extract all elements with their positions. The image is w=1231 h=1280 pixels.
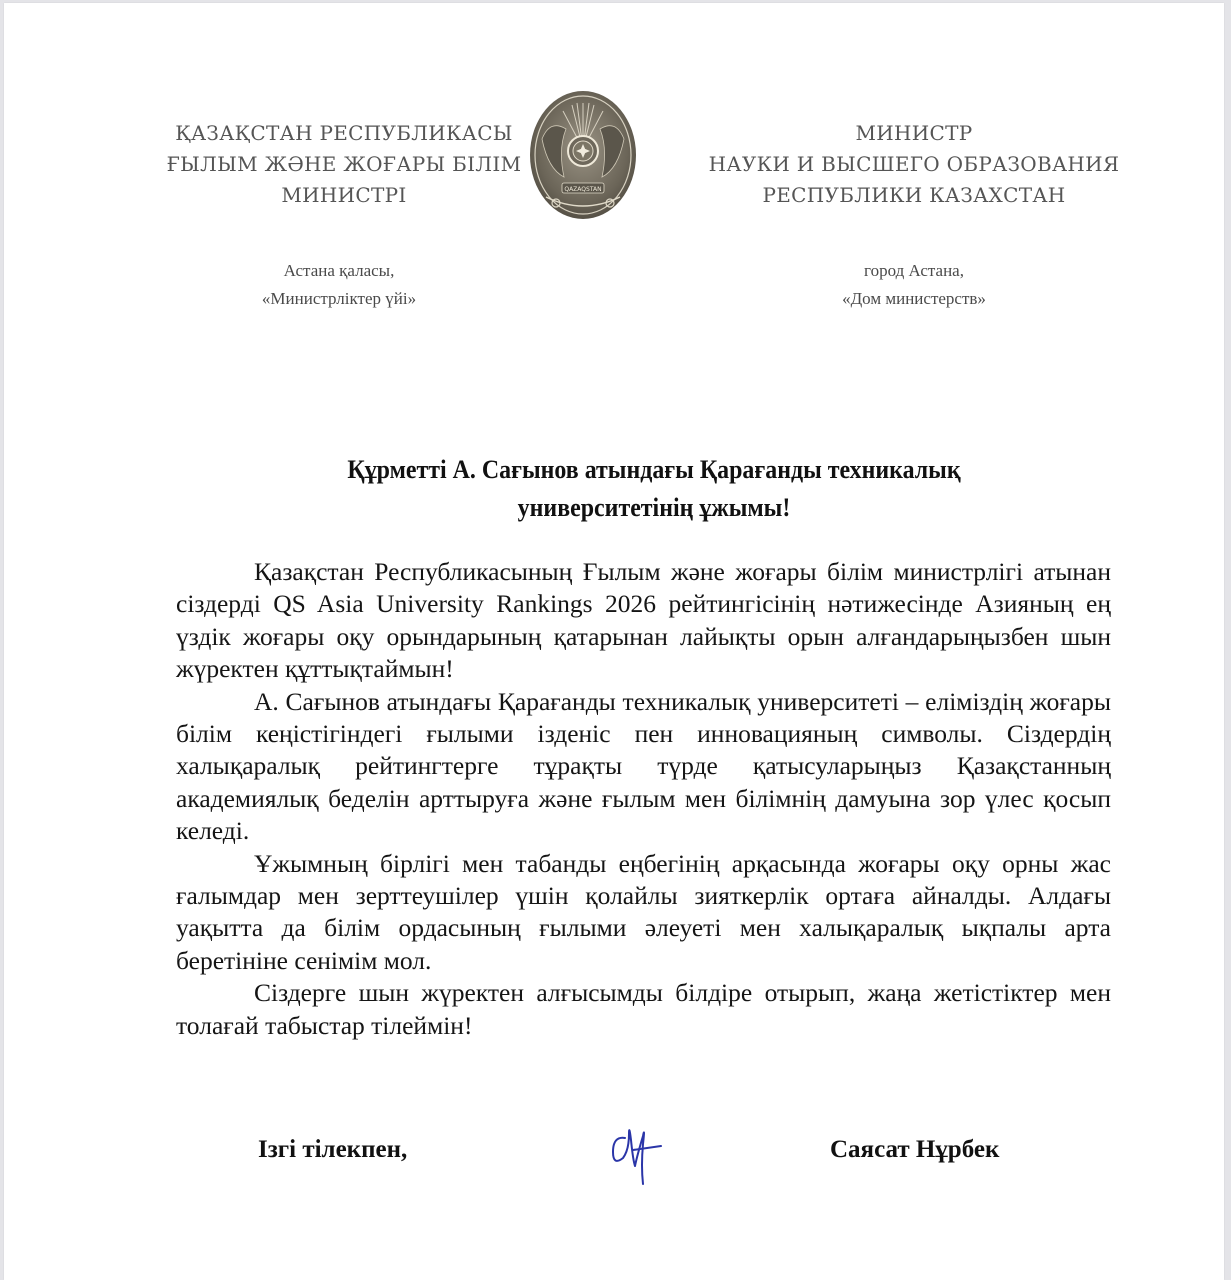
letter-body	[176, 556, 1111, 1042]
letterhead-left-kazakh	[124, 118, 564, 211]
paragraph-congratulation: Қазақстан Республикасының Ғылым және жоғары білім министрлігі атынан сіздерді QS Asia University Rankings 2026 рейтингісінің нәтижесінде Азияның ең үздік жоғары оқу орындарының қатарынан лайықты орын алғандарыңызбен шын жүректен құттықтаймын!	[176, 557, 1111, 684]
paragraph-team: Ұжымның бірлігі мен табанды еңбегінің арқасында жоғары оқу орны жас ғалымдар мен зерттеушілер үшін қолайлы зияткерлік ортаға айналды. Алдағы уақытта да білім ордасының ғылыми әлеуеті мен халықаралық ықпалы арта беретініне сенімім мол.	[176, 848, 1111, 975]
letterhead-left-line-2: ҒЫЛЫМ ЖӘНЕ ЖОҒАРЫ БІЛІМ	[166, 152, 522, 176]
address-left	[174, 257, 504, 313]
handwritten-signature-icon	[603, 1116, 669, 1188]
closing-phrase: Ізгі тілекпен,	[258, 1136, 408, 1163]
greeting-line-2: университетінің ұжымы!	[517, 493, 791, 522]
signer-name: Саясат Нұрбек	[830, 1136, 1000, 1163]
greeting-line-1: Құрметті А. Сағынов атындағы Қарағанды техникалық	[347, 455, 961, 484]
letterhead-left-line-1: ҚАЗАҚСТАН РЕСПУБЛИКАСЫ	[175, 121, 513, 145]
letter-page	[4, 3, 1224, 1280]
letterhead-right-line-3: РЕСПУБЛИКИ КАЗАХСТАН	[762, 183, 1066, 207]
paragraph-university: А. Сағынов атындағы Қарағанды техникалық университеті – еліміздің жоғары білім кеңістігіндегі ғылыми ізденіс пен инновацияның символы. Сіздердің халықаралық рейтингтерге тұрақты түрде қатысуларыңыз Қазақстанның академиялық беделін арттыруға және ғылым мен білімнің дамуына зор үлес қосып келеді.	[176, 686, 1111, 846]
address-left-line-2: «Министрліктер үйі»	[261, 289, 417, 308]
address-right	[744, 257, 1084, 313]
letterhead-right-line-2: НАУКИ И ВЫСШЕГО ОБРАЗОВАНИЯ	[708, 152, 1120, 176]
address-left-line-1: Астана қаласы,	[283, 261, 395, 280]
address-right-line-2: «Дом министерств»	[842, 289, 986, 308]
greeting-heading	[194, 451, 1114, 527]
signature-block	[0, 1130, 1231, 1190]
emblem-text: QAZAQSTAN	[564, 186, 602, 193]
letterhead-left-line-3: МИНИСТРІ	[281, 183, 407, 207]
state-emblem-icon	[528, 89, 638, 225]
letterhead-right-line-1: МИНИСТР	[855, 121, 973, 145]
address-right-line-1: город Астана,	[864, 261, 964, 280]
letterhead-right-russian	[684, 118, 1144, 211]
paragraph-wishes: Сіздерге шын жүректен алғысымды білдіре отырып, жаңа жетістіктер мен толағай табыстар тілеймін!	[176, 978, 1111, 1040]
